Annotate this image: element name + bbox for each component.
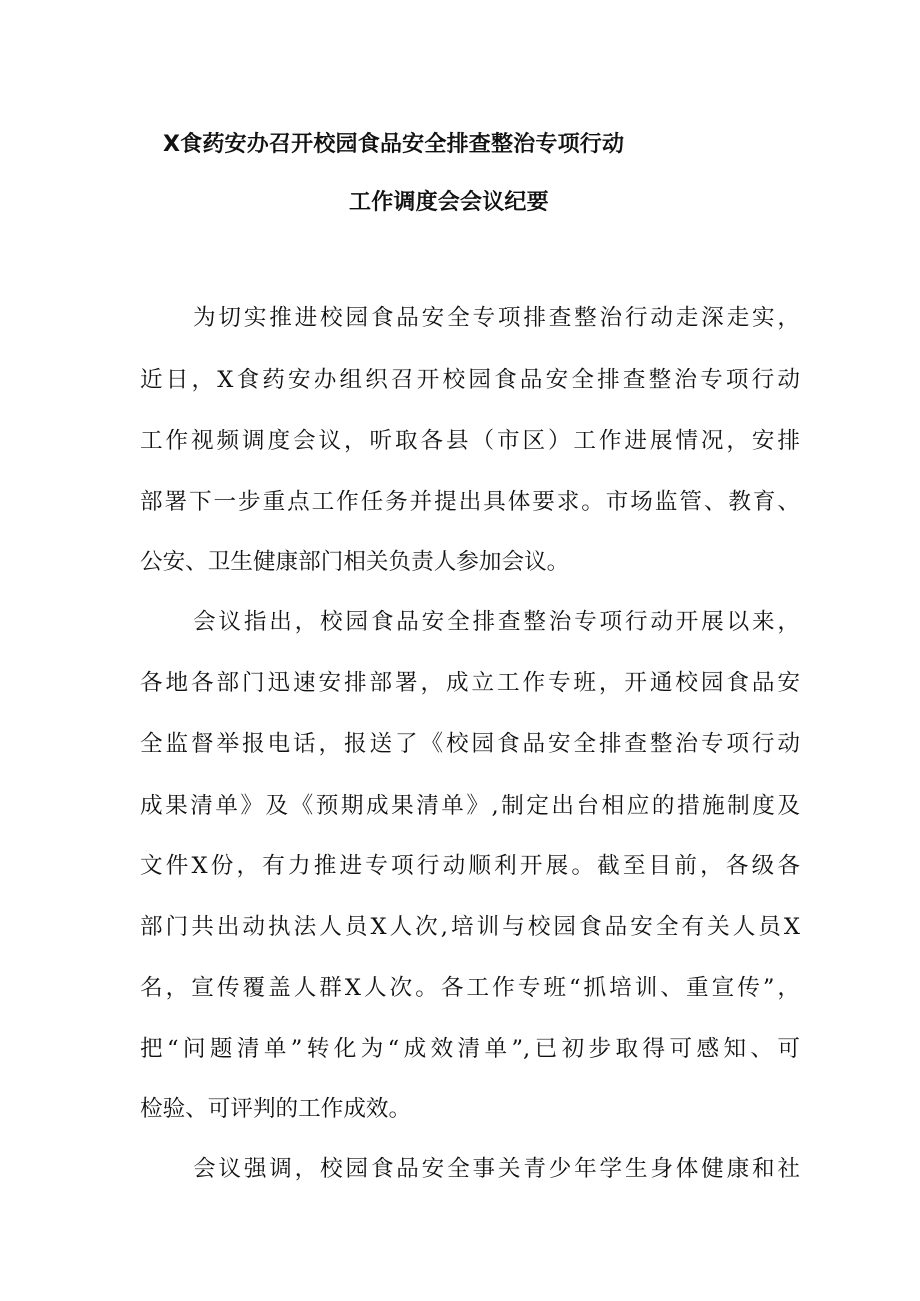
document-title-line-1: X食药安办召开校园食品安全排查整治专项行动 <box>163 132 625 157</box>
paragraph-1-line-3: 工作视频调度会议，听取各县（市区）工作进展情况，安排 <box>140 428 800 454</box>
paragraph-2-line-1: 会议指出，校园食品安全排查整治专项行动开展以来， <box>193 609 800 635</box>
paragraph-2-line-3: 全监督举报电话，报送了《校园食品安全排查整治专项行动 <box>140 731 800 757</box>
paragraph-1-line-2: 近日，X食药安办组织召开校园食品安全排查整治专项行动 <box>140 367 800 393</box>
paragraph-2-line-8: 把“问题清单”转化为“成效清单”,已初步取得可感知、可 <box>140 1036 800 1062</box>
paragraph-1-line-5: 公安、卫生健康部门相关负责人参加会议。 <box>140 549 570 575</box>
paragraph-2-line-4: 成果清单》及《预期成果清单》,制定出台相应的措施制度及 <box>140 793 800 819</box>
paragraph-2-line-2: 各地各部门迅速安排部署，成立工作专班，开通校园食品安 <box>140 670 800 696</box>
document-title-line-2: 工作调度会会议纪要 <box>349 190 549 215</box>
paragraph-3-line-1: 会议强调，校园食品安全事关青少年学生身体健康和社 <box>193 1156 800 1182</box>
paragraph-1-line-4: 部署下一步重点工作任务并提出具体要求。市场监管、教育、 <box>140 489 800 515</box>
paragraph-2-line-7: 名，宣传覆盖人群X人次。各工作专班“抓培训、重宣传”， <box>140 975 800 1001</box>
paragraph-2-line-5: 文件X份，有力推进专项行动顺利开展。截至目前，各级各 <box>140 853 800 879</box>
paragraph-1-line-1: 为切实推进校园食品安全专项排查整治行动走深走实， <box>193 305 800 331</box>
paragraph-2-line-9: 检验、可评判的工作成效。 <box>140 1096 412 1122</box>
paragraph-2-line-6: 部门共出动执法人员X人次,培训与校园食品安全有关人员X <box>140 914 800 940</box>
